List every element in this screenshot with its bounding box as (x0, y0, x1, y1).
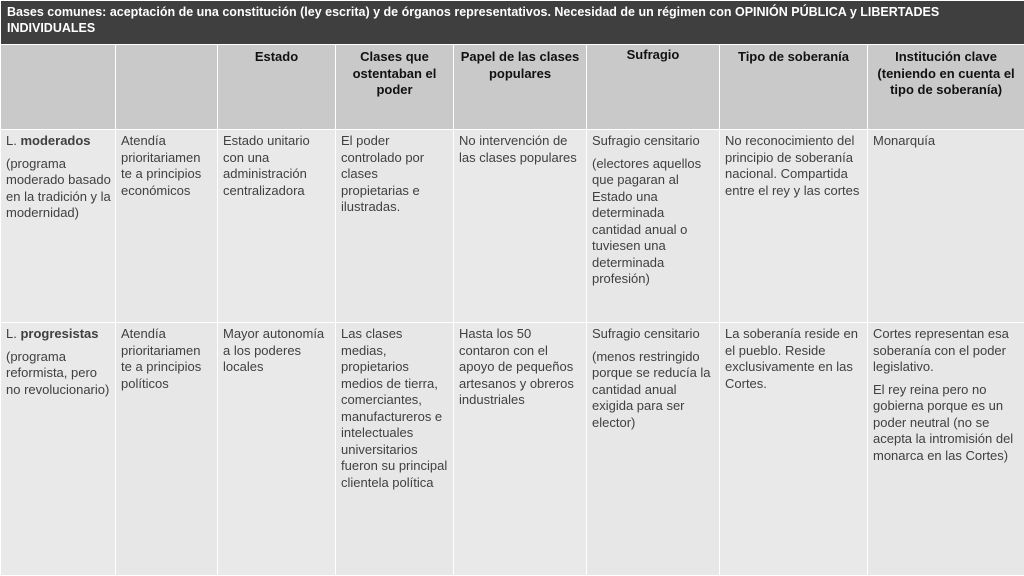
moderados-soberania: No reconocimiento del principio de soberanía nacional. Compartida entre el rey y las cortes (720, 130, 868, 323)
moderados-label: moderados (20, 133, 91, 148)
banner-text: Bases comunes: aceptación de una constitución (ley escrita) y de órganos representativos. Necesidad de un régimen con OPINIÓN PÚBLICA y LIBERTADES INDIVIDUALES (1, 1, 1024, 45)
progresistas-institucion-2: El rey reina pero no gobierna porque es un poder neutral (no se acepta la intromisión del monarca en las Cortes) (873, 381, 1014, 463)
table-row-moderados (1, 130, 1024, 323)
progresistas-name (6, 326, 111, 343)
progresistas-sufragio-cell (587, 323, 720, 576)
progresistas-sufragio-desc: (menos restringido porque se reducía la cantidad anual exigida para ser elector) (592, 348, 711, 430)
moderados-papel: No intervención de las clases populares (454, 130, 587, 323)
moderados-sufragio-cell (587, 130, 720, 323)
header-estado: Estado (218, 45, 336, 130)
moderados-estado: Estado unitario con una administración centralizadora (218, 130, 336, 323)
header-clases: Clases que ostentaban el poder (336, 45, 454, 130)
header-institucion: Institución clave (teniendo en cuenta el tipo de soberanía) (868, 45, 1024, 130)
progresistas-clases: Las clases medias, propietarios medios de tierra, comerciantes, manufactureros e intelectuales universitarios fueron su principal clientela política (336, 323, 454, 576)
header-empty-1 (1, 45, 116, 130)
moderados-desc: (programa moderado basado en la tradición y la modernidad) (6, 155, 111, 220)
moderados-principios: Atendía prioritariamen te a principios económicos (116, 130, 218, 323)
progresistas-principios: Atendía prioritariamen te a principios políticos (116, 323, 218, 576)
header-soberania: Tipo de soberanía (720, 45, 868, 130)
moderados-clases: El poder controlado por clases propietarias e ilustradas. (336, 130, 454, 323)
progresistas-label: progresistas (20, 326, 99, 341)
moderados-prefix: L. (6, 133, 21, 148)
progresistas-name-cell (1, 323, 116, 576)
moderados-sufragio-title: Sufragio censitario (592, 133, 700, 148)
progresistas-institucion-1: Cortes representan esa soberanía con el poder legislativo. (873, 326, 1009, 374)
table-row-progresistas (1, 323, 1024, 576)
header-row (1, 45, 1024, 130)
progresistas-sufragio-title: Sufragio censitario (592, 326, 700, 341)
moderados-sufragio-desc: (electores aquellos que pagaran al Estado una determinada cantidad anual o tuviesen una determinada profesión) (592, 155, 702, 286)
header-papel: Papel de las clases populares (454, 45, 587, 130)
progresistas-soberania: La soberanía reside en el pueblo. Reside exclusivamente en las Cortes. (720, 323, 868, 576)
progresistas-papel: Hasta los 50 contaron con el apoyo de pequeños artesanos y obreros industriales (454, 323, 587, 576)
progresistas-institucion-cell (868, 323, 1024, 576)
progresistas-estado: Mayor autonomía a los poderes locales (218, 323, 336, 576)
progresistas-desc: (programa reformista, pero no revolucionario) (6, 348, 110, 397)
header-empty-2 (116, 45, 218, 130)
moderados-name (6, 133, 111, 150)
header-sufragio: Sufragio (587, 45, 720, 130)
banner-row (1, 1, 1024, 45)
progresistas-prefix: L. (6, 326, 21, 341)
moderados-institucion: Monarquía (868, 130, 1024, 323)
moderados-name-cell (1, 130, 116, 323)
